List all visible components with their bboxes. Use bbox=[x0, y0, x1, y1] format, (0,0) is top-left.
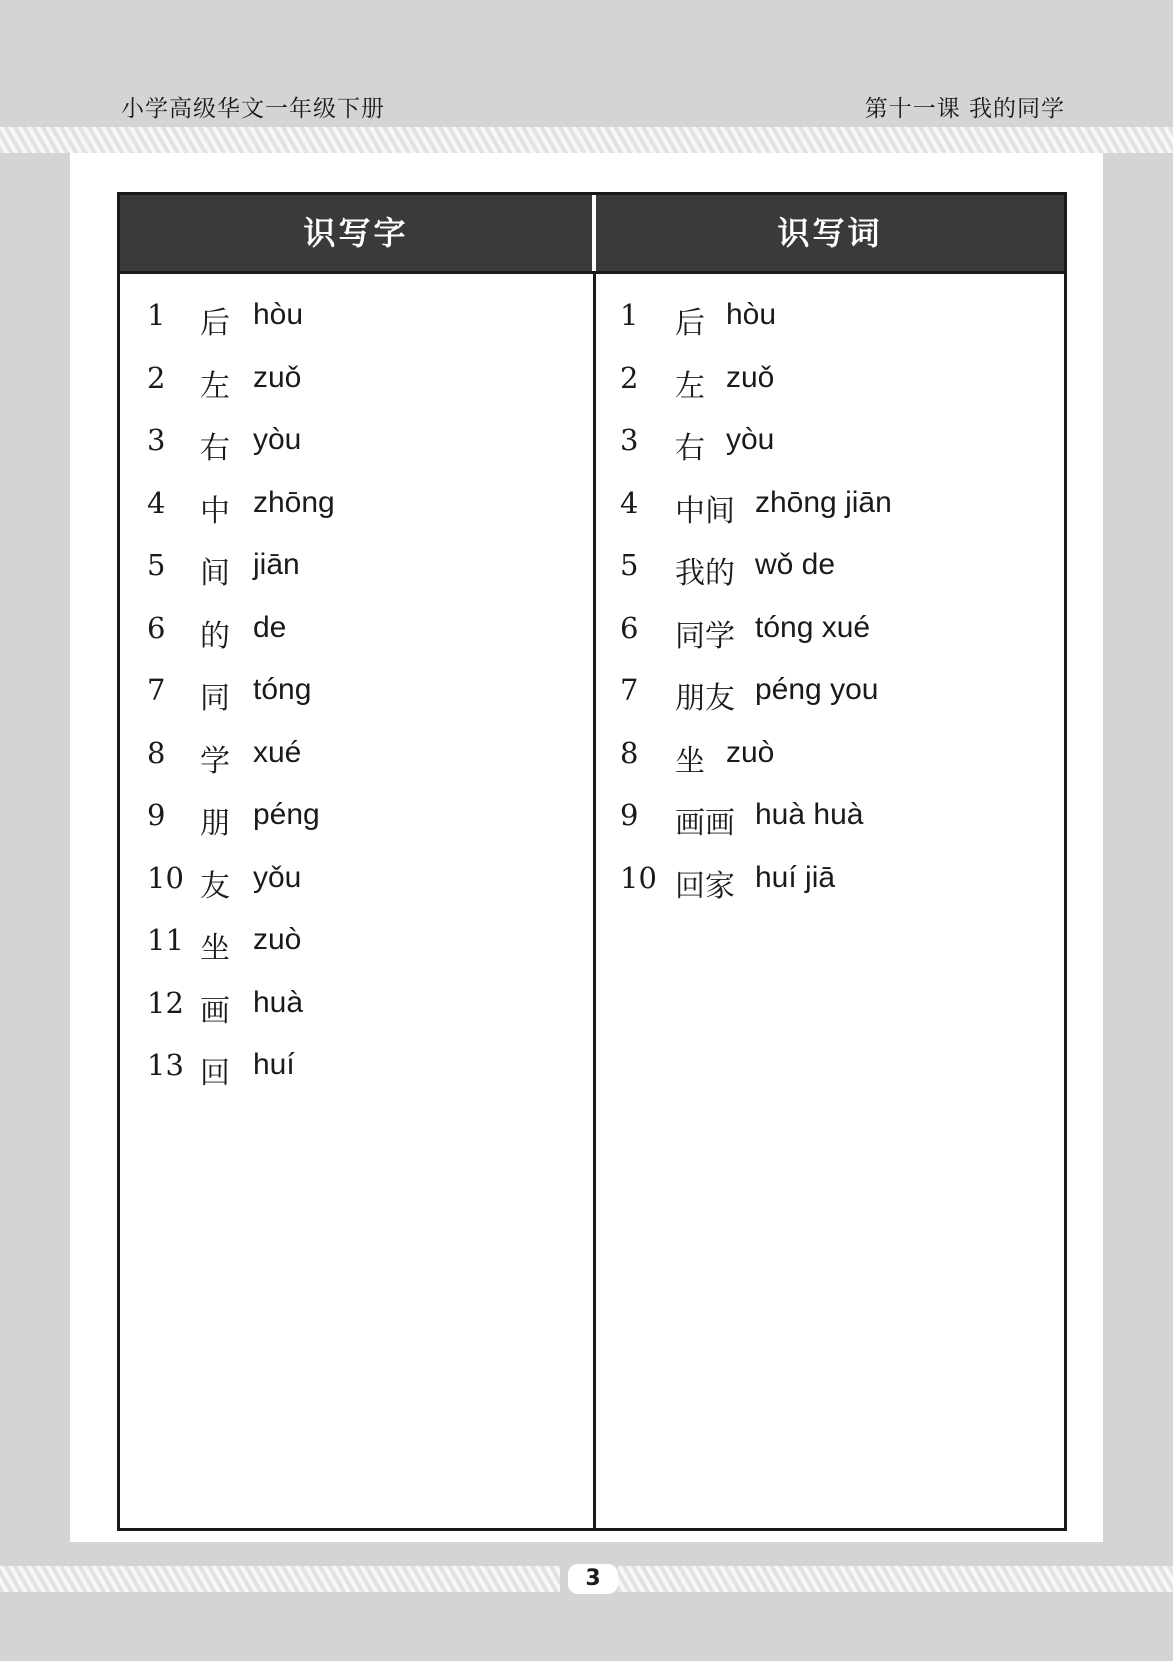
item-number: 1 bbox=[147, 298, 166, 332]
item-number: 11 bbox=[147, 923, 184, 957]
item-number: 8 bbox=[147, 736, 166, 770]
item-number: 6 bbox=[147, 611, 166, 645]
item-hanzi: 后 bbox=[200, 306, 230, 341]
item-pinyin: huà bbox=[253, 986, 304, 1019]
item-hanzi: 友 bbox=[200, 869, 230, 904]
item-pinyin: zhōng bbox=[253, 486, 335, 519]
item-pinyin: hòu bbox=[726, 298, 777, 331]
page-border-left bbox=[0, 0, 70, 1661]
footer-chevron-band-left bbox=[0, 1566, 560, 1592]
lesson-title: 第十一课 我的同学 bbox=[864, 96, 1065, 122]
item-pinyin: jiān bbox=[253, 548, 300, 581]
item-pinyin: tóng bbox=[253, 673, 312, 706]
item-pinyin: yòu bbox=[726, 423, 775, 456]
column-divider bbox=[593, 271, 596, 1531]
item-hanzi: 画画 bbox=[675, 806, 735, 841]
item-number: 13 bbox=[147, 1048, 184, 1082]
item-number: 5 bbox=[147, 548, 166, 582]
item-number: 3 bbox=[620, 423, 639, 457]
item-hanzi: 坐 bbox=[675, 744, 705, 779]
item-hanzi: 同 bbox=[200, 681, 230, 716]
item-hanzi: 画 bbox=[200, 994, 230, 1029]
item-hanzi: 同学 bbox=[675, 619, 735, 654]
item-pinyin: péng bbox=[253, 798, 320, 831]
item-number: 6 bbox=[620, 611, 639, 645]
heading-words: 识写词 bbox=[596, 195, 1064, 271]
item-pinyin: hòu bbox=[253, 298, 304, 331]
item-hanzi: 间 bbox=[200, 556, 230, 591]
page-number: 3 bbox=[568, 1564, 618, 1594]
item-pinyin: zuò bbox=[726, 736, 775, 769]
item-number: 8 bbox=[620, 736, 639, 770]
item-hanzi: 中间 bbox=[675, 494, 735, 529]
item-hanzi: 我的 bbox=[675, 556, 735, 591]
item-hanzi: 的 bbox=[200, 619, 230, 654]
item-hanzi: 左 bbox=[675, 369, 705, 404]
item-hanzi: 坐 bbox=[200, 931, 230, 966]
item-hanzi: 回 bbox=[200, 1056, 230, 1091]
item-pinyin: huí jiā bbox=[755, 861, 836, 894]
item-number: 2 bbox=[147, 361, 166, 395]
item-pinyin: zuǒ bbox=[253, 361, 302, 394]
item-hanzi: 朋 bbox=[200, 806, 230, 841]
item-number: 12 bbox=[147, 986, 184, 1020]
footer-chevron-band-right bbox=[618, 1566, 1173, 1592]
item-number: 9 bbox=[620, 798, 639, 832]
item-pinyin: huí bbox=[253, 1048, 295, 1081]
book-title: 小学高级华文一年级下册 bbox=[121, 96, 385, 122]
item-hanzi: 学 bbox=[200, 744, 230, 779]
item-pinyin: zhōng jiān bbox=[755, 486, 892, 519]
item-number: 4 bbox=[147, 486, 166, 520]
item-number: 7 bbox=[147, 673, 166, 707]
item-pinyin: tóng xué bbox=[755, 611, 871, 644]
page-border-right bbox=[1103, 0, 1173, 1661]
item-pinyin: xué bbox=[253, 736, 302, 769]
item-hanzi: 朋友 bbox=[675, 681, 735, 716]
header-chevron-band bbox=[0, 127, 1173, 153]
item-number: 7 bbox=[620, 673, 639, 707]
item-pinyin: yǒu bbox=[253, 861, 302, 894]
item-pinyin: de bbox=[253, 611, 287, 644]
heading-rule bbox=[120, 271, 1064, 274]
item-pinyin: yòu bbox=[253, 423, 302, 456]
item-hanzi: 后 bbox=[675, 306, 705, 341]
item-pinyin: zuǒ bbox=[726, 361, 775, 394]
item-number: 3 bbox=[147, 423, 166, 457]
item-hanzi: 右 bbox=[675, 431, 705, 466]
heading-characters: 识写字 bbox=[120, 195, 592, 271]
item-number: 4 bbox=[620, 486, 639, 520]
item-number: 2 bbox=[620, 361, 639, 395]
item-hanzi: 左 bbox=[200, 369, 230, 404]
item-hanzi: 中 bbox=[200, 494, 230, 529]
page-border-bottom bbox=[0, 1542, 1173, 1661]
item-number: 1 bbox=[620, 298, 639, 332]
item-pinyin: zuò bbox=[253, 923, 302, 956]
item-number: 5 bbox=[620, 548, 639, 582]
item-pinyin: péng you bbox=[755, 673, 879, 706]
item-hanzi: 右 bbox=[200, 431, 230, 466]
item-pinyin: huà huà bbox=[755, 798, 864, 831]
item-number: 10 bbox=[620, 861, 657, 895]
item-pinyin: wǒ de bbox=[755, 548, 836, 581]
item-number: 9 bbox=[147, 798, 166, 832]
item-number: 10 bbox=[147, 861, 184, 895]
item-hanzi: 回家 bbox=[675, 869, 735, 904]
